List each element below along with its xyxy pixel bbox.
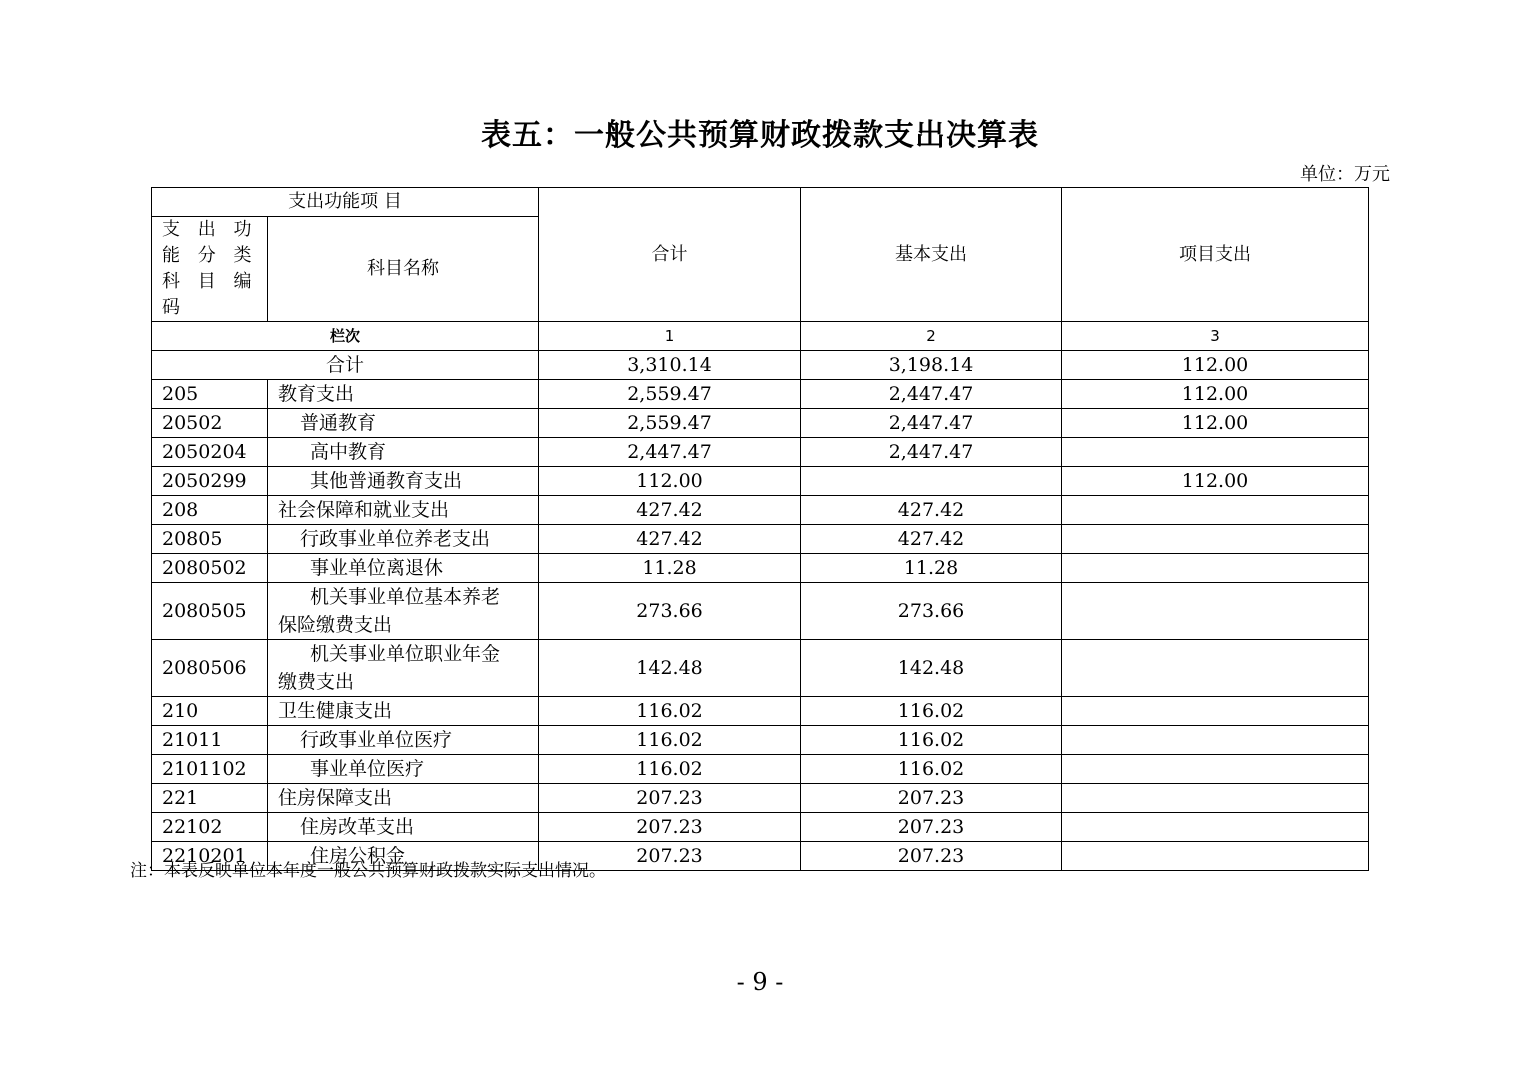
table-row xyxy=(152,697,1369,726)
row-project xyxy=(1062,640,1369,697)
row-name: 高中教育 xyxy=(268,438,539,467)
table-row xyxy=(152,380,1369,409)
row-basic xyxy=(801,467,1062,496)
row-name-line1: 机关事业单位职业年金 xyxy=(310,643,501,665)
total-project: 112.00 xyxy=(1062,351,1369,380)
row-total: 427.42 xyxy=(539,496,801,525)
row-basic: 116.02 xyxy=(801,697,1062,726)
row-total: 273.66 xyxy=(539,583,801,640)
row-name: 普通教育 xyxy=(268,409,539,438)
row-code: 20805 xyxy=(152,525,268,554)
table-row xyxy=(152,784,1369,813)
row-name: 卫生健康支出 xyxy=(268,697,539,726)
row-project: 112.00 xyxy=(1062,380,1369,409)
row-code: 2050299 xyxy=(152,467,268,496)
row-basic: 2,447.47 xyxy=(801,438,1062,467)
row-total: 116.02 xyxy=(539,755,801,784)
row-name: 社会保障和就业支出 xyxy=(268,496,539,525)
row-name xyxy=(268,640,539,697)
row-total: 112.00 xyxy=(539,467,801,496)
row-basic: 207.23 xyxy=(801,813,1062,842)
row-basic: 207.23 xyxy=(801,842,1062,871)
row-total: 207.23 xyxy=(539,813,801,842)
row-total: 2,559.47 xyxy=(539,380,801,409)
row-total: 116.02 xyxy=(539,726,801,755)
row-project xyxy=(1062,813,1369,842)
row-name: 教育支出 xyxy=(268,380,539,409)
row-project xyxy=(1062,496,1369,525)
header-project: 项目支出 xyxy=(1062,188,1369,322)
row-basic: 116.02 xyxy=(801,755,1062,784)
row-total: 427.42 xyxy=(539,525,801,554)
total-label: 合计 xyxy=(152,351,539,380)
page-number: - 9 - xyxy=(736,968,784,996)
row-code: 2101102 xyxy=(152,755,268,784)
row-code: 221 xyxy=(152,784,268,813)
row-name: 其他普通教育支出 xyxy=(268,467,539,496)
row-total: 207.23 xyxy=(539,784,801,813)
row-code: 210 xyxy=(152,697,268,726)
row-name: 事业单位医疗 xyxy=(268,755,539,784)
row-total: 11.28 xyxy=(539,554,801,583)
row-code: 205 xyxy=(152,380,268,409)
header-total: 合计 xyxy=(539,188,801,322)
row-name: 住房保障支出 xyxy=(268,784,539,813)
row-project xyxy=(1062,525,1369,554)
column-index-row xyxy=(152,322,1369,351)
row-project xyxy=(1062,697,1369,726)
page-title: 表五：一般公共预算财政拨款支出决算表 xyxy=(481,118,1039,153)
table-note: 注：本表反映单位本年度一般公共预算财政拨款实际支出情况。 xyxy=(130,861,606,881)
row-project xyxy=(1062,784,1369,813)
row-code: 20502 xyxy=(152,409,268,438)
column-index-3: 3 xyxy=(1062,322,1369,351)
table-row xyxy=(152,755,1369,784)
table-row xyxy=(152,438,1369,467)
row-basic: 427.42 xyxy=(801,496,1062,525)
row-code: 208 xyxy=(152,496,268,525)
row-basic: 116.02 xyxy=(801,726,1062,755)
row-code: 2080506 xyxy=(152,640,268,697)
table-row xyxy=(152,640,1369,697)
row-total: 2,447.47 xyxy=(539,438,801,467)
header-row-1 xyxy=(152,188,1369,217)
column-index-1: 1 xyxy=(539,322,801,351)
header-group: 支出功能项 目 xyxy=(152,188,539,217)
column-index-2: 2 xyxy=(801,322,1062,351)
row-name: 住房改革支出 xyxy=(268,813,539,842)
row-project xyxy=(1062,554,1369,583)
header-name: 科目名称 xyxy=(268,217,539,322)
row-name: 事业单位离退休 xyxy=(268,554,539,583)
table-row xyxy=(152,554,1369,583)
row-project xyxy=(1062,726,1369,755)
row-code: 21011 xyxy=(152,726,268,755)
table-row xyxy=(152,525,1369,554)
row-project: 112.00 xyxy=(1062,467,1369,496)
table-row xyxy=(152,583,1369,640)
column-index-label: 栏次 xyxy=(152,322,539,351)
row-code: 2080505 xyxy=(152,583,268,640)
row-total: 207.23 xyxy=(539,842,801,871)
row-project xyxy=(1062,438,1369,467)
table-row xyxy=(152,726,1369,755)
row-name-line2: 缴费支出 xyxy=(278,671,355,693)
row-total: 2,559.47 xyxy=(539,409,801,438)
header-code: 支 出 功 能 分 类 科 目 编码 xyxy=(152,217,268,322)
header-basic: 基本支出 xyxy=(801,188,1062,322)
row-name xyxy=(268,583,539,640)
row-basic: 2,447.47 xyxy=(801,409,1062,438)
row-total: 116.02 xyxy=(539,697,801,726)
row-code: 22102 xyxy=(152,813,268,842)
row-name-line2: 保险缴费支出 xyxy=(278,614,393,636)
row-basic: 273.66 xyxy=(801,583,1062,640)
row-code: 2210201 xyxy=(152,842,268,871)
row-basic: 142.48 xyxy=(801,640,1062,697)
row-basic: 207.23 xyxy=(801,784,1062,813)
unit-label: 单位：万元 xyxy=(1300,164,1390,185)
table-row xyxy=(152,467,1369,496)
total-row xyxy=(152,351,1369,380)
expenditure-table xyxy=(151,187,1369,871)
row-basic: 11.28 xyxy=(801,554,1062,583)
row-name: 住房公积金 xyxy=(268,842,539,871)
row-name-line1: 机关事业单位基本养老 xyxy=(310,586,501,608)
row-basic: 427.42 xyxy=(801,525,1062,554)
row-code: 2050204 xyxy=(152,438,268,467)
row-project: 112.00 xyxy=(1062,409,1369,438)
row-project xyxy=(1062,842,1369,871)
row-name: 行政事业单位医疗 xyxy=(268,726,539,755)
row-project xyxy=(1062,755,1369,784)
table-row xyxy=(152,409,1369,438)
table-row xyxy=(152,813,1369,842)
row-name: 行政事业单位养老支出 xyxy=(268,525,539,554)
table-row xyxy=(152,496,1369,525)
row-basic: 2,447.47 xyxy=(801,380,1062,409)
total-basic: 3,198.14 xyxy=(801,351,1062,380)
total-sum: 3,310.14 xyxy=(539,351,801,380)
row-project xyxy=(1062,583,1369,640)
row-total: 142.48 xyxy=(539,640,801,697)
row-code: 2080502 xyxy=(152,554,268,583)
